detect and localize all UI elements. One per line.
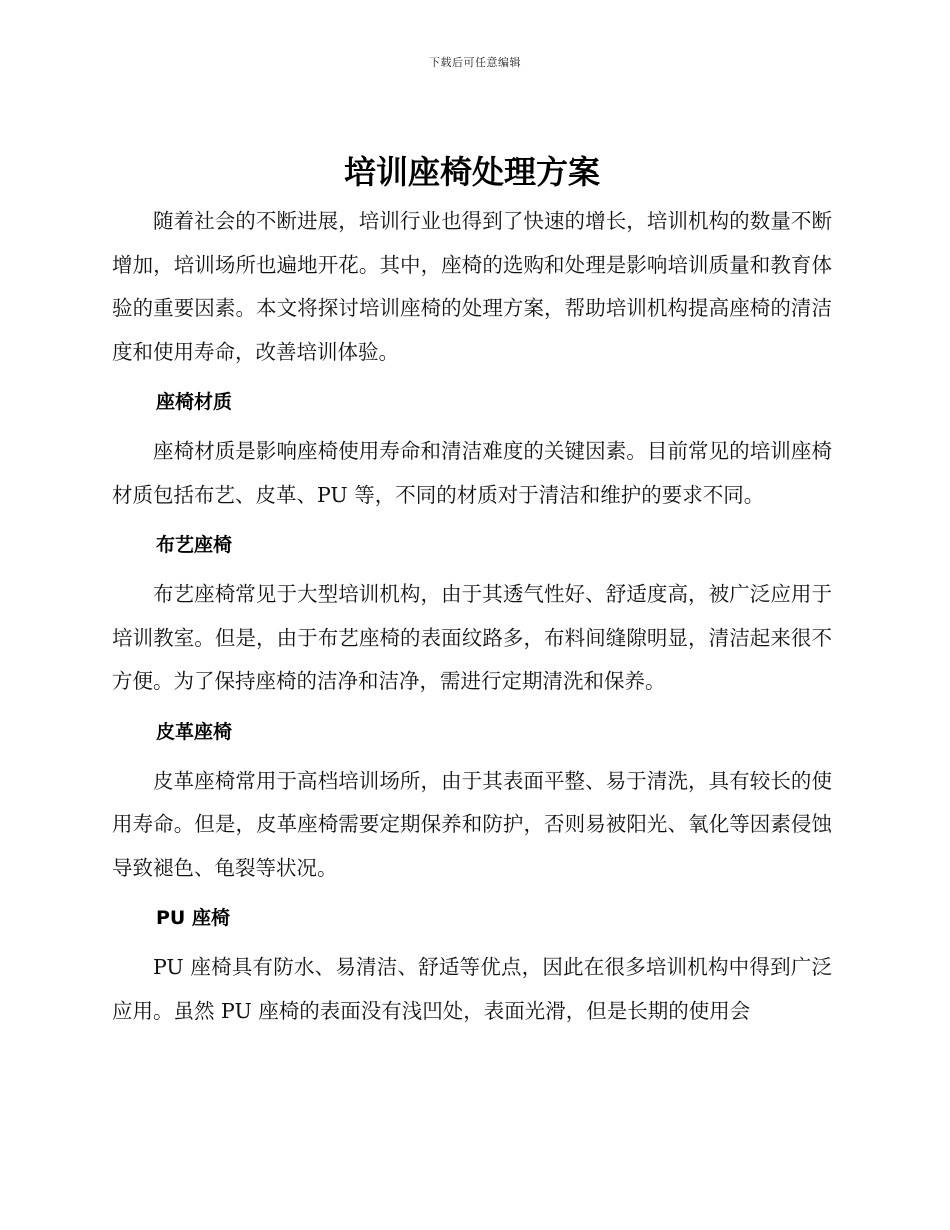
section-heading-material: 座椅材质	[156, 391, 233, 413]
intro-paragraph: 随着社会的不断进展，培训行业也得到了快速的增长，培训机构的数量不断增加，培训场所也遍地开花。其中，座椅的选购和处理是影响培训质量和教育体验的重要因素。本文将探讨培训座椅的处理方案，帮助培训机构提高座椅的清洁度和使用寿命，改善培训体验。	[112, 209, 832, 364]
section-heading-fabric: 布艺座椅	[156, 534, 233, 556]
section-paragraph-pu: PU 座椅具有防水、易清洁、舒适等优点，因此在很多培训机构中得到广泛应用。虽然 PU 座椅的表面没有浅凹处，表面光滑，但是长期的使用会	[112, 955, 832, 1023]
section-paragraph-leather: 皮革座椅常用于高档培训场所，由于其表面平整、易于清洗，具有较长的使用寿命。但是，皮革座椅需要定期保养和防护，否则易被阳光、氧化等因素侵蚀导致褪色、龟裂等状况。	[112, 768, 832, 880]
section-heading-pu: PU 座椅	[156, 907, 230, 929]
section-heading-leather: 皮革座椅	[156, 720, 233, 743]
document-title: 培训座椅处理方案	[343, 153, 600, 191]
header-note: 下载后可任意编辑	[429, 56, 521, 69]
document-body	[112, 150, 832, 1033]
section-paragraph-fabric: 布艺座椅常见于大型培训机构，由于其透气性好、舒适度高，被广泛应用于培训教室。但是，由于布艺座椅的表面纹路多，布料间缝隙明显，清洁起来很不方便。为了保持座椅的洁净和洁净，需进行定期清洗和保养。	[112, 582, 832, 693]
section-paragraph-material: 座椅材质是影响座椅使用寿命和清洁难度的关键因素。目前常见的培训座椅材质包括布艺、皮革、PU 等，不同的材质对于清洁和维护的要求不同。	[112, 439, 832, 507]
